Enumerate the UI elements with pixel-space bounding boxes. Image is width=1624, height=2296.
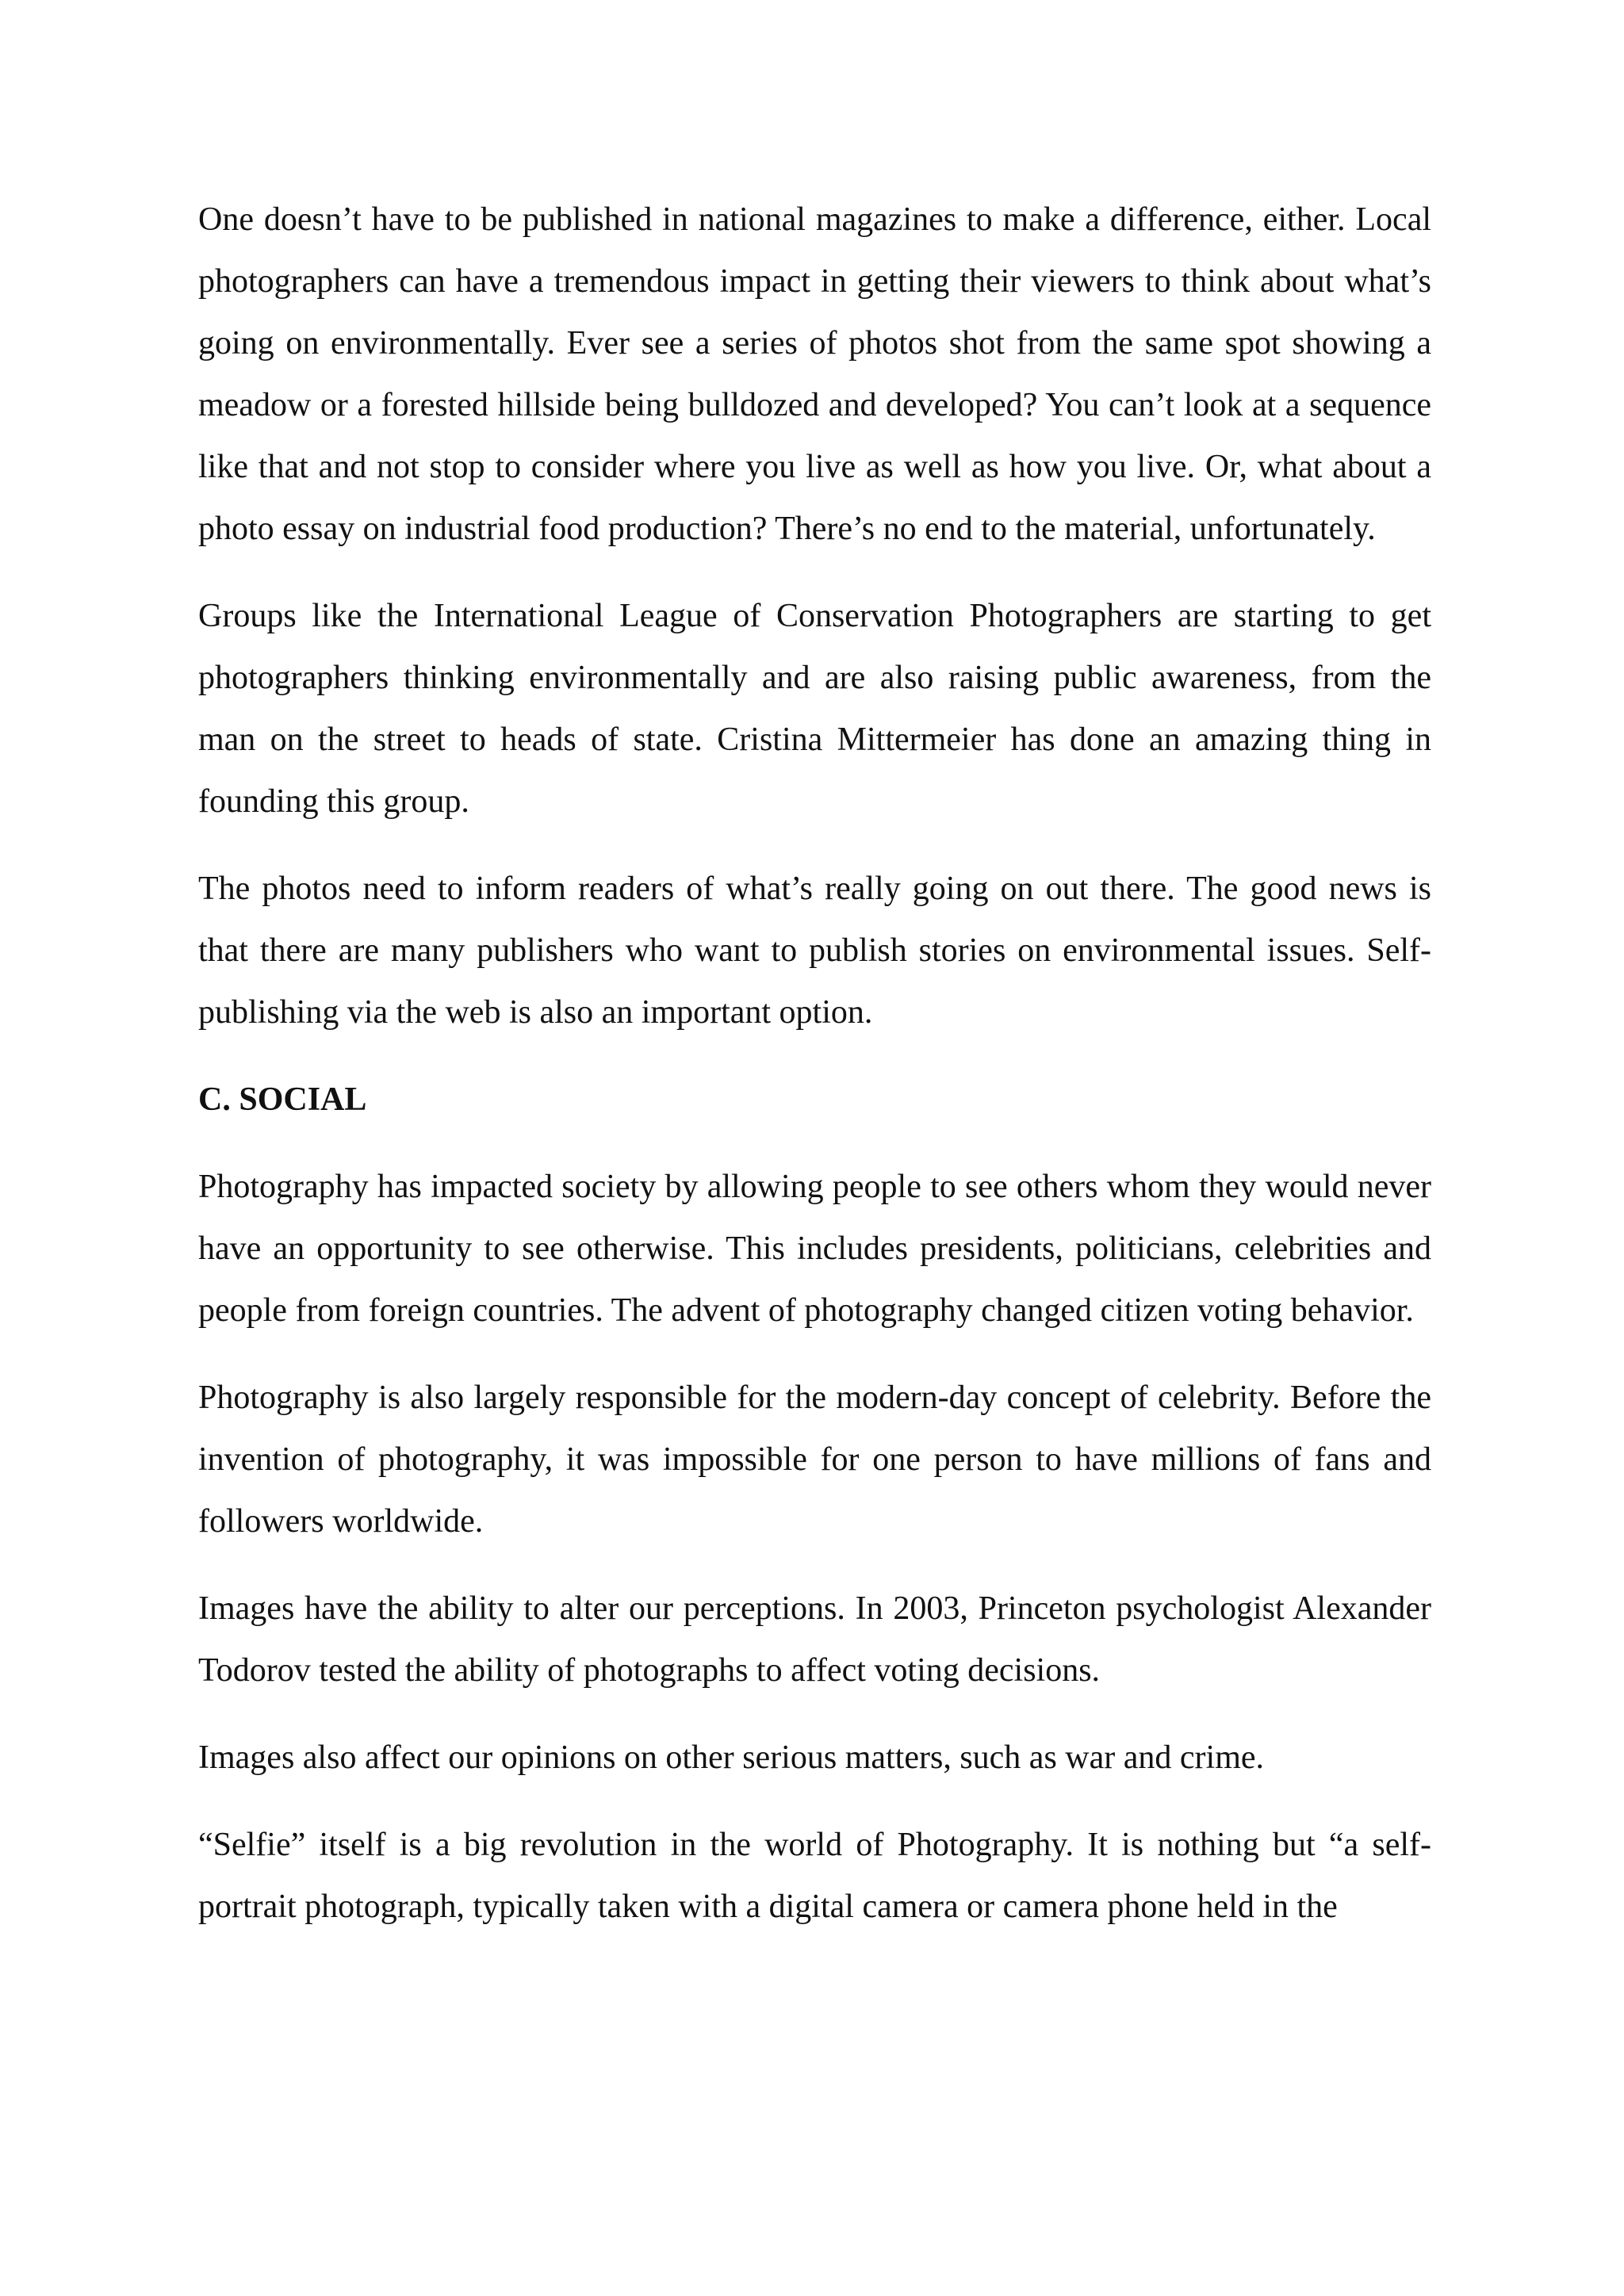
document-body [198,189,1431,1963]
paragraph-conservation-groups: Groups like the International League of Conservation Photographers are starting to get photographers thinking environmentally and are also raising public awareness, from the man on the street to heads of state. Cristina Mittermeier has done an amazing thing in founding this group. [198,598,1431,820]
paragraph-perceptions: Images have the ability to alter our perceptions. In 2003, Princeton psychologist Alexander Todorov tested the ability of photographs to affect voting decisions. [198,1590,1431,1689]
paragraph-celebrity: Photography is also largely responsible for the modern-day concept of celebrity. Before the invention of photography, it was impossible for one person to have millions of fans and followers worldwide. [198,1380,1431,1540]
paragraph-local-photographers: One doesn’t have to be published in national magazines to make a difference, either. Local photographers can have a tremendous impact in getting their viewers to think about what’s going on environmentally. Ever see a series of photos shot from the same spot showing a meadow or a forested hillside being bulldozed and developed? You can’t look at a sequence like that and not stop to consider where you live as well as how you live. Or, what about a photo essay on industrial food production? There’s no end to the material, unfortunately. [198,201,1431,547]
paragraph-selfie: “Selfie” itself is a big revolution in the world of Photography. It is nothing but “a self-portrait photograph, typically taken with a digital camera or camera phone held in the [198,1827,1431,1925]
paragraph-inform-readers: The photos need to inform readers of what’s really going on out there. The good news is that there are many publishers who want to publish stories on environmental issues. Self-publishing via the web is also an important option. [198,871,1431,1031]
section-heading-social: C. SOCIAL [198,1081,367,1118]
paragraph-opinions: Images also affect our opinions on other serious matters, such as war and crime. [198,1739,1264,1776]
paragraph-impact-society: Photography has impacted society by allowing people to see others whom they would never have an opportunity to see otherwise. This includes presidents, politicians, celebrities and people from foreign countries. The advent of photography changed citizen voting behavior. [198,1169,1431,1329]
